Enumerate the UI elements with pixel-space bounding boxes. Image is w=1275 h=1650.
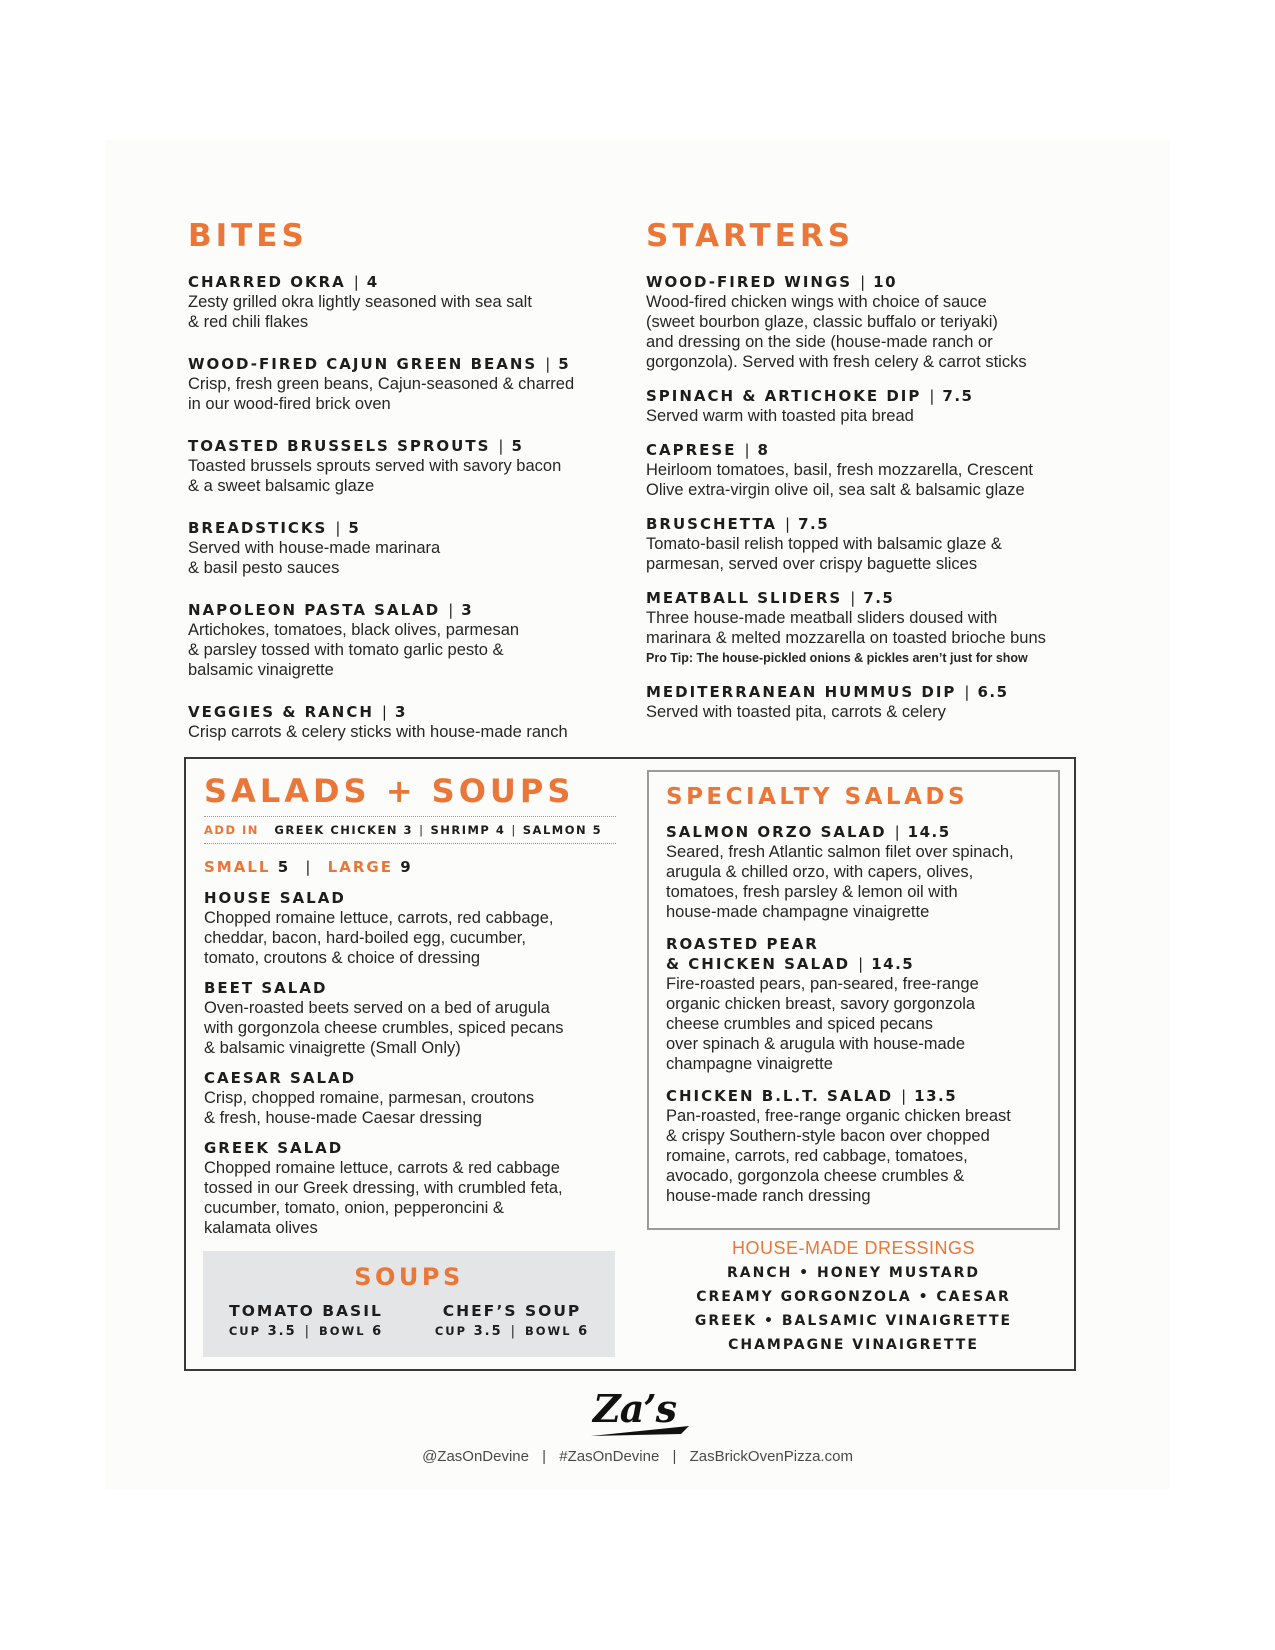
item-name: NAPOLEON PASTA SALAD (188, 601, 441, 619)
item-description: Toasted brussels sprouts served with savory bacon (188, 457, 562, 475)
add-in-price: 3 (403, 823, 414, 837)
footer-separator: | (542, 1448, 547, 1465)
menu-item (646, 682, 1086, 722)
salads-list (204, 888, 616, 1238)
item-name: WOOD-FIRED WINGS (646, 273, 853, 291)
soup-name: CHEF’S SOUP (442, 1302, 582, 1320)
item-description: Crisp, fresh green beans, Cajun-seasoned & charred (188, 375, 575, 393)
soup-item (229, 1301, 383, 1339)
dressings-list (647, 1261, 1060, 1357)
item-description: Fire-roasted pears, pan-seared, free-range (666, 975, 979, 993)
item-description: and dressing on the side (house-made ranch or (646, 333, 993, 351)
soups-box (203, 1251, 615, 1357)
item-description: Seared, fresh Atlantic salmon filet over spinach, (666, 843, 1014, 861)
dressing-line: RANCH • HONEY MUSTARD (726, 1265, 980, 1281)
cup-label: CUP (434, 1324, 468, 1338)
item-description: Tomato-basil relish topped with balsamic glaze & (646, 535, 1002, 553)
item-name-line (188, 702, 618, 722)
menu-item (204, 1068, 616, 1128)
item-name-line (204, 1138, 616, 1158)
item-description: house-made ranch dressing (666, 1187, 871, 1205)
specialty-item (666, 1086, 1051, 1206)
item-name-line (646, 588, 1086, 608)
soup-separator: | (510, 1324, 518, 1339)
item-description: house-made champagne vinaigrette (666, 903, 930, 921)
logo-text: Za’s (593, 1386, 676, 1431)
dressing-line: CHAMPAGNE VINAIGRETTE (728, 1337, 979, 1353)
item-name-line (188, 518, 618, 538)
item-price: 10 (873, 273, 898, 291)
item-description: Served with toasted pita, carrots & celery (646, 703, 946, 721)
size-separator: | (305, 858, 313, 876)
bowl-price: 6 (372, 1324, 384, 1339)
large-price: 9 (400, 858, 413, 876)
cup-price: 3.5 (473, 1324, 503, 1339)
item-description: Wood-fired chicken wings with choice of sauce (646, 293, 987, 311)
bowl-price: 6 (578, 1324, 590, 1339)
menu-item (188, 354, 618, 414)
item-description: cucumber, tomato, onion, pepperoncini & (204, 1199, 504, 1217)
menu-item (646, 588, 1086, 668)
menu-item (646, 272, 1086, 372)
item-description: & red chili flakes (188, 313, 309, 331)
item-description: avocado, gorgonzola cheese crumbles & (666, 1167, 965, 1185)
bowl-label: BOWL (525, 1324, 572, 1338)
large-label: LARGE (327, 858, 393, 876)
item-description: tomato, croutons & choice of dressing (204, 949, 481, 967)
price-separator: | (901, 1087, 907, 1105)
item-name: CAESAR SALAD (204, 1069, 357, 1087)
item-description: Artichokes, tomatoes, black olives, parmesan (188, 621, 520, 639)
item-name: CHARRED OKRA (188, 273, 346, 291)
small-price: 5 (277, 858, 291, 876)
item-name-line (204, 1068, 616, 1088)
item-name-line (188, 600, 618, 620)
item-description: cheese crumbles and spiced pecans (666, 1015, 933, 1033)
soup-prices (435, 1324, 589, 1339)
item-name: SALMON ORZO SALAD (666, 823, 887, 841)
item-price: 7.5 (942, 387, 974, 405)
footer-hashtag[interactable]: #ZasOnDevine (559, 1448, 660, 1465)
price-separator: | (335, 519, 341, 537)
price-separator: | (860, 273, 866, 291)
item-name-line (204, 978, 616, 998)
add-in-options (274, 823, 602, 837)
item-description: with gorgonzola cheese crumbles, spiced pecans (204, 1019, 564, 1037)
menu-item (188, 600, 618, 680)
item-description: champagne vinaigrette (666, 1055, 833, 1073)
item-description: kalamata olives (204, 1219, 318, 1237)
item-description: over spinach & arugula with house-made (666, 1035, 966, 1053)
footer-website[interactable]: ZasBrickOvenPizza.com (689, 1448, 853, 1465)
price-separator: | (785, 515, 791, 533)
price-separator: | (964, 683, 970, 701)
price-separator: | (545, 355, 551, 373)
item-price: 3 (461, 601, 474, 619)
item-price: 6.5 (977, 683, 1009, 701)
item-price: 7.5 (798, 515, 830, 533)
bites-list (188, 272, 618, 742)
item-description: Heirloom tomatoes, basil, fresh mozzarella, Crescent (646, 461, 1033, 479)
price-separator: | (850, 589, 856, 607)
add-in-name: SHRIMP (430, 823, 491, 837)
item-description: Served with house-made marinara (188, 539, 441, 557)
item-description: marinara & melted mozzarella on toasted brioche buns (646, 629, 1046, 647)
size-pricing (204, 858, 616, 876)
item-description: organic chicken breast, savory gorgonzola (666, 995, 976, 1013)
starters-section (646, 218, 1086, 736)
item-name-line (188, 272, 618, 292)
item-name: BEET SALAD (204, 979, 328, 997)
item-description: cheddar, bacon, hard-boiled egg, cucumber, (204, 929, 526, 947)
item-name-line (646, 440, 1086, 460)
footer-separator: | (672, 1448, 677, 1465)
small-label: SMALL (204, 858, 271, 876)
item-price: 4 (366, 273, 379, 291)
starters-title: STARTERS (646, 218, 855, 254)
item-description: balsamic vinaigrette (188, 661, 334, 679)
price-separator: | (858, 955, 864, 973)
item-description: & crispy Southern-style bacon over chopped (666, 1127, 990, 1145)
item-name-line (666, 822, 1051, 842)
add-in-price: 5 (592, 823, 603, 837)
item-price: 7.5 (863, 589, 895, 607)
item-description: tomatoes, fresh parsley & lemon oil with (666, 883, 958, 901)
menu-item (188, 518, 618, 578)
soups-list (203, 1301, 615, 1339)
item-price: 3 (394, 703, 407, 721)
item-description: Served warm with toasted pita bread (646, 407, 914, 425)
item-description: tossed in our Greek dressing, with crumbled feta, (204, 1179, 563, 1197)
menu-item (188, 272, 618, 332)
item-name-line (666, 1086, 1051, 1106)
bowl-label: BOWL (319, 1324, 366, 1338)
menu-item (204, 1138, 616, 1238)
item-name-line (204, 888, 616, 908)
bites-title: BITES (188, 218, 308, 254)
salads-soups-title: SALADS + SOUPS (204, 772, 575, 810)
price-separator: | (744, 441, 750, 459)
item-name-line (188, 354, 618, 374)
starters-list (646, 272, 1086, 722)
item-name-line (666, 934, 1051, 954)
price-separator: | (353, 273, 359, 291)
item-description: Chopped romaine lettuce, carrots & red cabbage (204, 1159, 560, 1177)
price-separator: | (448, 601, 454, 619)
item-name-line (188, 436, 618, 456)
dressing-line: CREAMY GORGONZOLA • CAESAR (696, 1289, 1011, 1305)
salads-soups-section (204, 772, 616, 1248)
menu-item (646, 386, 1086, 426)
item-price: 5 (511, 437, 524, 455)
item-name: & CHICKEN SALAD (666, 955, 851, 973)
item-name: WOOD-FIRED CAJUN GREEN BEANS (188, 355, 538, 373)
specialty-title: SPECIALTY SALADS (666, 784, 969, 810)
add-in-name: GREEK CHICKEN (274, 823, 399, 837)
soup-item (435, 1301, 589, 1339)
price-separator: | (498, 437, 504, 455)
item-description: Oven-roasted beets served on a bed of arugula (204, 999, 550, 1017)
item-description: & fresh, house-made Caesar dressing (204, 1109, 482, 1127)
item-description: parmesan, served over crispy baguette slices (646, 555, 978, 573)
price-separator: | (381, 703, 387, 721)
item-description: Olive extra-virgin olive oil, sea salt & balsamic glaze (646, 481, 1025, 499)
item-description: Crisp carrots & celery sticks with house-made ranch (188, 723, 568, 741)
specialty-item (666, 934, 1051, 1074)
item-name: MEDITERRANEAN HUMMUS DIP (646, 683, 957, 701)
item-description: Pan-roasted, free-range organic chicken breast (666, 1107, 1011, 1125)
footer-instagram[interactable]: @ZasOnDevine (422, 1448, 529, 1465)
item-name: SPINACH & ARTICHOKE DIP (646, 387, 922, 405)
menu-item (646, 514, 1086, 574)
soup-separator: | (304, 1324, 312, 1339)
item-price: 13.5 (914, 1087, 958, 1105)
specialty-list (666, 822, 1051, 1206)
soups-title: SOUPS (354, 1263, 464, 1291)
item-name-line (666, 954, 1051, 974)
item-description: & balsamic vinaigrette (Small Only) (204, 1039, 461, 1057)
dressing-line: GREEK • BALSAMIC VINAIGRETTE (694, 1313, 1013, 1329)
add-in-separator: | (419, 823, 425, 837)
item-name: TOASTED BRUSSELS SPROUTS (188, 437, 491, 455)
item-name: BREADSTICKS (188, 519, 328, 537)
item-description: Crisp, chopped romaine, parmesan, croutons (204, 1089, 535, 1107)
menu-item (188, 702, 618, 742)
item-description: gorgonzola). Served with fresh celery & carrot sticks (646, 353, 1027, 371)
menu-item (204, 888, 616, 968)
footer-social (0, 1448, 1275, 1465)
item-name: VEGGIES & RANCH (188, 703, 374, 721)
cup-price: 3.5 (267, 1324, 297, 1339)
specialty-item (666, 822, 1051, 922)
pro-tip: Pro Tip: The house-pickled onions & pickles aren’t just for show (646, 651, 1028, 665)
item-name: GREEK SALAD (204, 1139, 344, 1157)
menu-item (646, 440, 1086, 500)
item-name: CHICKEN B.L.T. SALAD (666, 1087, 894, 1105)
cup-label: CUP (228, 1324, 262, 1338)
item-description: Three house-made meatball sliders doused with (646, 609, 998, 627)
item-description: (sweet bourbon glaze, classic buffalo or teriyaki) (646, 313, 998, 331)
bites-section (188, 218, 618, 764)
add-in-separator: | (511, 823, 517, 837)
menu-item (204, 978, 616, 1058)
item-price: 5 (348, 519, 361, 537)
add-in-label: ADD IN (204, 823, 259, 837)
item-name-line (646, 682, 1086, 702)
add-in-price: 4 (495, 823, 506, 837)
add-in-name: SALMON (522, 823, 588, 837)
item-price: 14.5 (907, 823, 951, 841)
item-description: Chopped romaine lettuce, carrots, red cabbage, (204, 909, 554, 927)
item-name-line (646, 272, 1086, 292)
item-description: in our wood-fired brick oven (188, 395, 391, 413)
dressings-section (647, 1238, 1060, 1357)
item-description: arugula & chilled orzo, with capers, olives, (666, 863, 974, 881)
item-name-line (646, 514, 1086, 534)
price-separator: | (894, 823, 900, 841)
item-name-line (646, 386, 1086, 406)
item-description: & a sweet balsamic glaze (188, 477, 375, 495)
item-description: romaine, carrots, red cabbage, tomatoes, (666, 1147, 968, 1165)
item-description: & basil pesto sauces (188, 559, 340, 577)
item-price: 14.5 (871, 955, 915, 973)
specialty-salads-section (666, 784, 1051, 1218)
add-in-row (204, 816, 616, 844)
soup-prices (229, 1324, 383, 1339)
item-name: MEATBALL SLIDERS (646, 589, 843, 607)
dressings-title: HOUSE-MADE DRESSINGS (731, 1238, 976, 1258)
zas-logo (585, 1386, 695, 1442)
item-name: BRUSCHETTA (646, 515, 778, 533)
item-name: ROASTED PEAR (666, 935, 819, 953)
item-price: 5 (558, 355, 571, 373)
price-separator: | (929, 387, 935, 405)
item-description: Zesty grilled okra lightly seasoned with sea salt (188, 293, 532, 311)
item-name: HOUSE SALAD (204, 889, 346, 907)
menu-item (188, 436, 618, 496)
item-description: & parsley tossed with tomato garlic pesto & (188, 641, 504, 659)
item-price: 8 (757, 441, 770, 459)
item-name: CAPRESE (646, 441, 737, 459)
soup-name: TOMATO BASIL (229, 1302, 383, 1320)
